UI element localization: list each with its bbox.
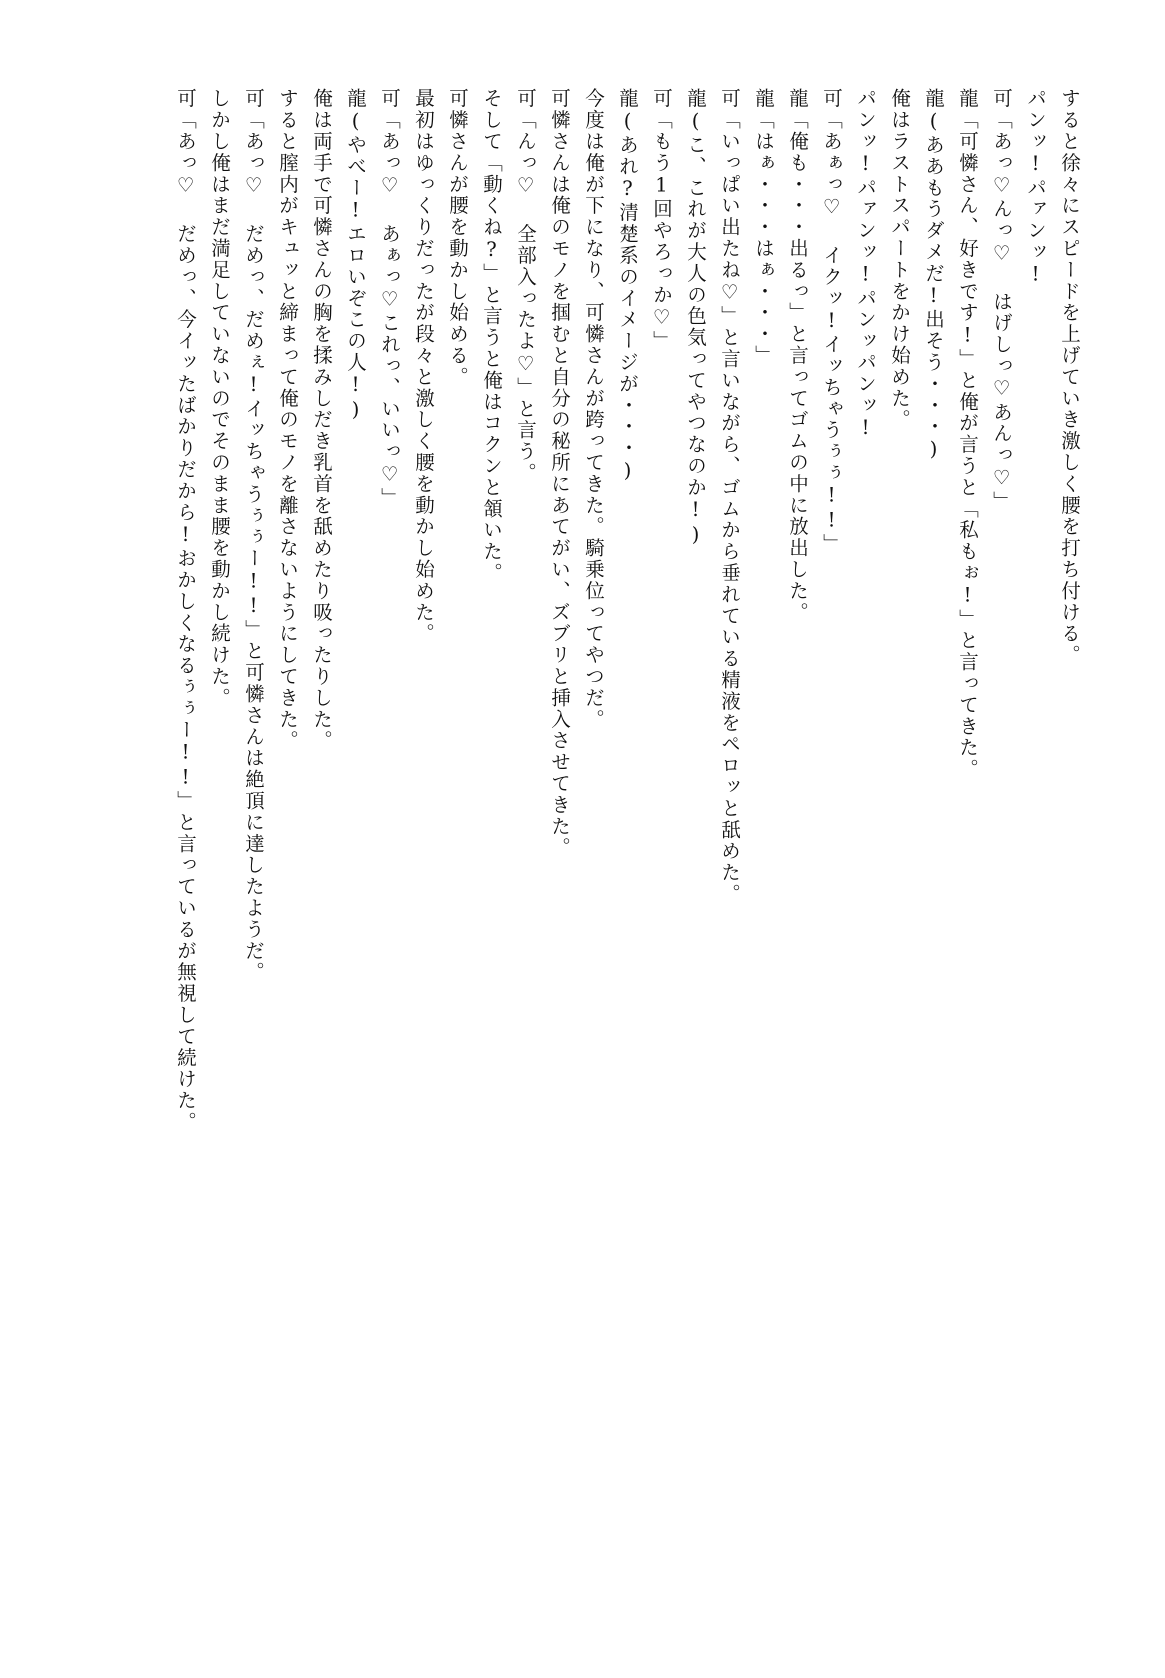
text-line: 可「あっ♡ だめっ、だめぇ!イッちゃうぅぅー!!」と可憐さんは絶頂に達したようだ。: [242, 88, 265, 983]
text-line: 龍(やべー!エロいぞこの人!): [344, 88, 367, 423]
text-line: 可「もう1回やろっか♡」: [650, 88, 673, 352]
text-line: 龍(ああもうダメだ!出そう・・・): [922, 88, 945, 463]
text-line: 可憐さんは俺のモノを掴むと自分の秘所にあてがい、ズブリと挿入させてきた。: [548, 88, 571, 859]
text-line: 可憐さんが腰を動かし始める。: [446, 88, 469, 388]
vertical-text-body: [60, 88, 1079, 1558]
text-line: すると膣内がキュッと締まって俺のモノを離さないようにしてきた。: [276, 88, 299, 752]
text-line: 可「んっ♡ 全部入ったよ♡」と言う。: [514, 88, 537, 484]
text-line: 可「いっぱい出たね♡」と言いながら、ゴムから垂れている精液をペロッと舐めた。: [718, 88, 741, 905]
text-line: 可「あっ♡ だめっ、今イッたばかりだから!おかしくなるぅぅー!!」と言っているが無視して続けた。: [174, 88, 197, 1133]
text-line: 龍(あれ?清楚系のイメージが・・・): [616, 88, 639, 484]
text-line: 可「あっ♡ あぁっ♡これっ、いいっ♡」: [378, 88, 401, 509]
text-line: すると徐々にスピードを上げていき激しく腰を打ち付ける。: [1058, 88, 1081, 666]
text-line: 最初はゆっくりだったが段々と激しく腰を動かし始めた。: [412, 88, 435, 645]
text-line: 可「あっ♡んっ♡ はげしっ♡あんっ♡」: [990, 88, 1013, 513]
text-line: 俺は両手で可憐さんの胸を揉みしだき乳首を舐めたり吸ったりした。: [310, 88, 333, 752]
text-line: 可「あぁっ♡ イクッ!イッちゃうぅぅ!!」: [820, 88, 843, 555]
text-line: 龍「可憐さん、好きです!」と俺が言うと「私もぉ!」と言ってきた。: [956, 88, 979, 780]
text-line: パンッ!パァンッ!パンッパンッ!: [854, 88, 877, 441]
text-line: そして「動くね?」と言うと俺はコクンと頷いた。: [480, 88, 503, 584]
text-line: 龍「俺も・・・出るっ」と言ってゴムの中に放出した。: [786, 88, 809, 623]
text-line: 俺はラストスパートをかけ始めた。: [888, 88, 911, 431]
text-line: 今度は俺が下になり、可憐さんが跨ってきた。騎乗位ってやつだ。: [582, 88, 605, 730]
text-line: 龍「はぁ・・・はぁ・・・」: [752, 88, 775, 367]
text-line: しかし俺はまだ満足していないのでそのまま腰を動かし続けた。: [208, 88, 231, 709]
text-line: 龍(こ、これが大人の色気ってやつなのか!): [684, 88, 707, 548]
text-line: パンッ!パァンッ!: [1024, 88, 1047, 288]
